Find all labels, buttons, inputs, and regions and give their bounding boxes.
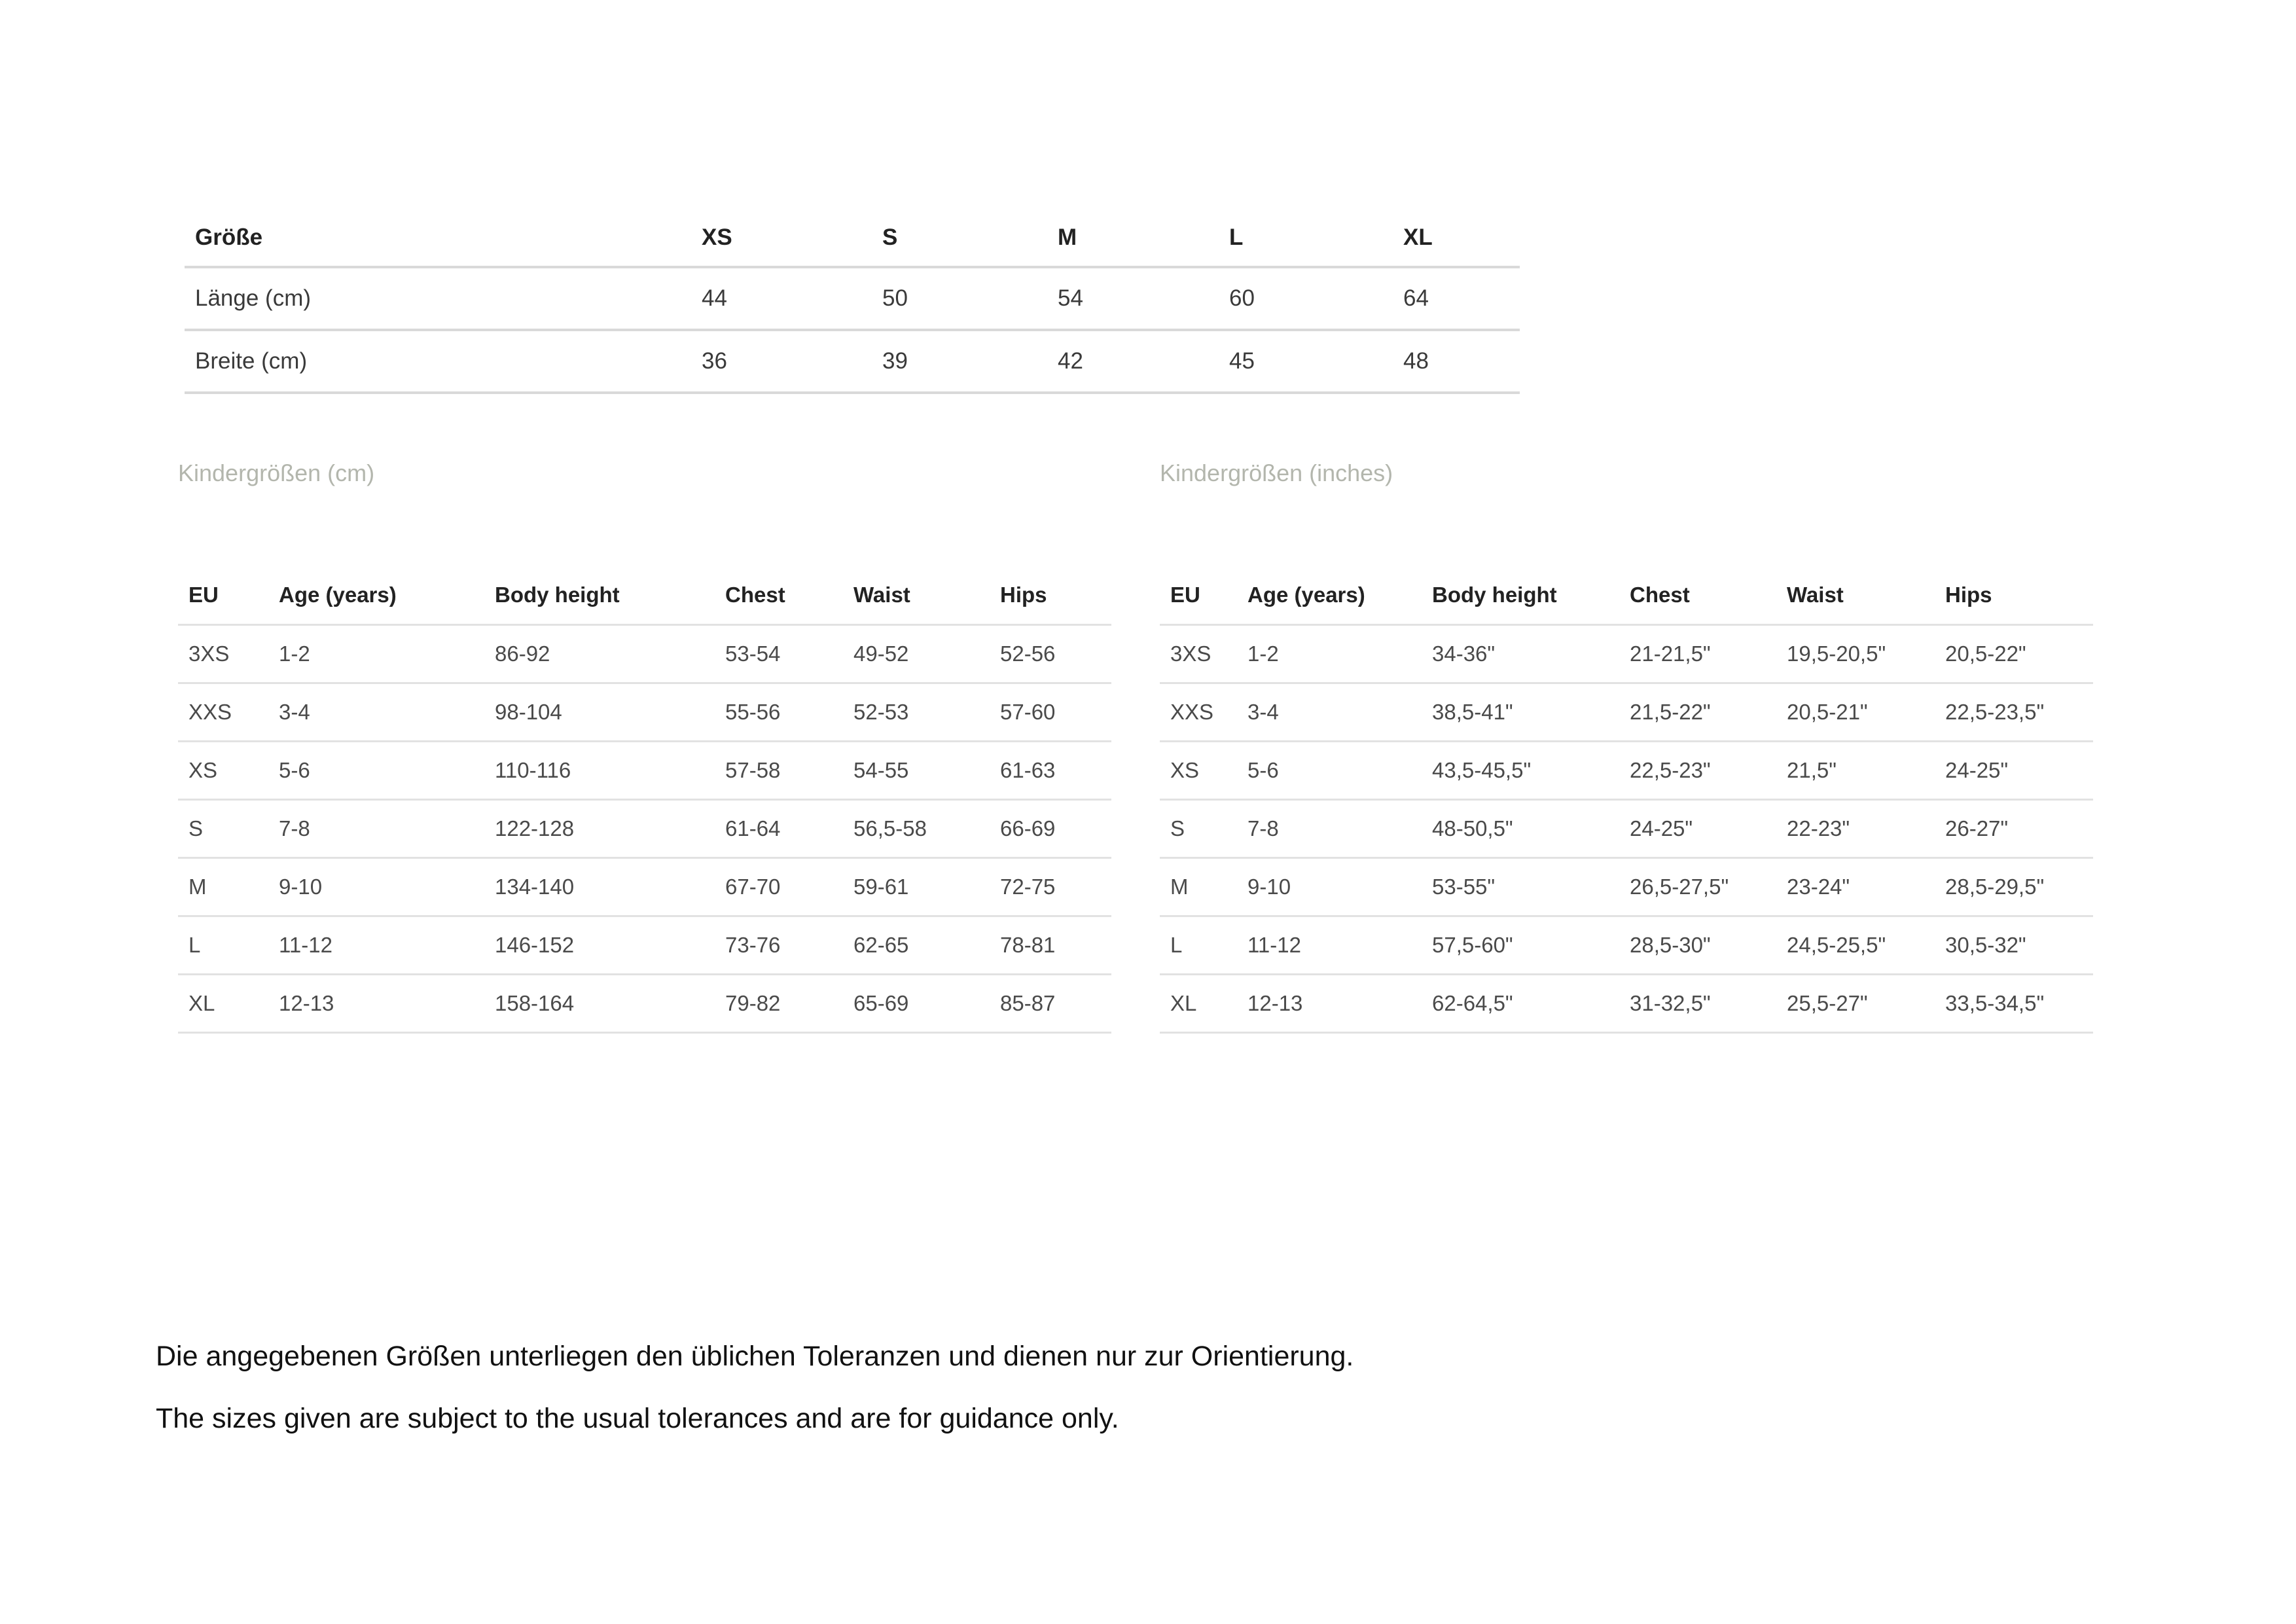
table-cell: 49-52 <box>853 641 909 666</box>
table-cell: 98-104 <box>495 699 562 724</box>
table-cell: 28,5-30" <box>1630 932 1711 957</box>
table-cell: 5-6 <box>1247 757 1279 782</box>
table-cell: 44 <box>702 285 727 311</box>
table-cell: 42 <box>1058 348 1083 374</box>
table-cell: XXS <box>188 699 232 724</box>
table-cell: 20,5-22" <box>1945 641 2026 666</box>
table-cell: 55-56 <box>725 699 781 724</box>
table-cell: 110-116 <box>495 757 571 782</box>
table-cell: 65-69 <box>853 990 909 1015</box>
column-header: Age (years) <box>279 583 397 607</box>
table-cell: 72-75 <box>1000 874 1056 899</box>
table-cell: 12-13 <box>1247 990 1303 1015</box>
table-cell: XL <box>1170 990 1197 1015</box>
tolerance-note-english: The sizes given are subject to the usual tolerances and are for guidance only. <box>156 1403 1119 1434</box>
table-cell: 5-6 <box>279 757 310 782</box>
table-cell: S <box>1170 816 1185 840</box>
table-cell: 52-56 <box>1000 641 1056 666</box>
table-row <box>178 624 1111 683</box>
table-cell: 62-64,5" <box>1432 990 1513 1015</box>
table-cell: 134-140 <box>495 874 575 899</box>
table-cell: L <box>188 932 201 957</box>
table-cell: 7-8 <box>1247 816 1279 840</box>
table-cell: M <box>188 874 207 899</box>
table-row <box>1160 624 2093 683</box>
table-row <box>178 857 1111 916</box>
table-cell: 36 <box>702 348 727 374</box>
table-cell: 3-4 <box>1247 699 1279 724</box>
column-header: EU <box>1170 583 1200 607</box>
table-cell: 53-54 <box>725 641 781 666</box>
table-row <box>1160 799 2093 857</box>
table-cell: 78-81 <box>1000 932 1056 957</box>
table-cell: XXS <box>1170 699 1214 724</box>
column-header: Age (years) <box>1247 583 1365 607</box>
column-header: Waist <box>1787 583 1844 607</box>
table-cell: 48-50,5" <box>1432 816 1513 840</box>
table-cell: 26,5-27,5" <box>1630 874 1729 899</box>
table-cell: 3XS <box>1170 641 1211 666</box>
column-header: Body height <box>495 583 620 607</box>
table-cell: 11-12 <box>279 932 332 957</box>
table-cell: 38,5-41" <box>1432 699 1513 724</box>
table-cell: 21,5" <box>1787 757 1837 782</box>
table-cell: 53-55" <box>1432 874 1496 899</box>
table-cell: 56,5-58 <box>853 816 927 840</box>
table-row <box>1160 916 2093 974</box>
table-row <box>178 916 1111 974</box>
table-row <box>1160 857 2093 916</box>
kids-inches-title: Kindergrößen (inches) <box>1160 460 1393 486</box>
table-cell: 12-13 <box>279 990 334 1015</box>
column-header: S <box>882 225 898 250</box>
column-header: XS <box>702 225 732 250</box>
table-row <box>185 330 1520 393</box>
kids-inches-table <box>1160 567 2093 1034</box>
table-cell: 122-128 <box>495 816 575 840</box>
table-cell: 7-8 <box>279 816 310 840</box>
column-header: Größe <box>195 225 263 250</box>
column-header: XL <box>1403 225 1433 250</box>
table-cell: L <box>1170 932 1183 957</box>
table-cell: M <box>1170 874 1189 899</box>
table-cell: 20,5-21" <box>1787 699 1868 724</box>
column-header: Hips <box>1000 583 1047 607</box>
table-cell: 1-2 <box>1247 641 1279 666</box>
table-cell: 73-76 <box>725 932 781 957</box>
table-cell: 62-65 <box>853 932 909 957</box>
table-cell: 1-2 <box>279 641 310 666</box>
table-cell: 28,5-29,5" <box>1945 874 2045 899</box>
table-cell: 54 <box>1058 285 1083 311</box>
table-cell: 61-64 <box>725 816 781 840</box>
table-cell: 25,5-27" <box>1787 990 1868 1015</box>
table-cell: 11-12 <box>1247 932 1301 957</box>
table-cell: 85-87 <box>1000 990 1056 1015</box>
column-header: Waist <box>853 583 910 607</box>
table-cell: 24,5-25,5" <box>1787 932 1886 957</box>
table-cell: 3-4 <box>279 699 310 724</box>
table-cell: 43,5-45,5" <box>1432 757 1532 782</box>
column-header: Hips <box>1945 583 1992 607</box>
table-cell: 33,5-34,5" <box>1945 990 2045 1015</box>
column-header: Body height <box>1432 583 1557 607</box>
table-cell: 22-23" <box>1787 816 1850 840</box>
table-cell: S <box>188 816 204 840</box>
table-cell: 23-24" <box>1787 874 1850 899</box>
table-cell: Länge (cm) <box>195 285 312 311</box>
table-header-row <box>185 209 1520 267</box>
table-header-row <box>1160 567 2093 624</box>
table-cell: 50 <box>882 285 908 311</box>
table-row <box>1160 741 2093 799</box>
table-cell: 24-25" <box>1630 816 1693 840</box>
table-cell: 45 <box>1229 348 1255 374</box>
table-row <box>185 267 1520 330</box>
table-cell: 3XS <box>188 641 230 666</box>
table-cell: XS <box>1170 757 1200 782</box>
table-cell: 48 <box>1403 348 1429 374</box>
table-cell: 22,5-23,5" <box>1945 699 2045 724</box>
table-cell: 24-25" <box>1945 757 2009 782</box>
table-cell: 158-164 <box>495 990 575 1015</box>
table-row <box>178 741 1111 799</box>
table-row <box>1160 683 2093 741</box>
table-cell: 57-58 <box>725 757 781 782</box>
table-row <box>1160 974 2093 1032</box>
column-header: Chest <box>725 583 785 607</box>
table-cell: 57,5-60" <box>1432 932 1513 957</box>
table-row <box>178 683 1111 741</box>
table-cell: 9-10 <box>279 874 323 899</box>
table-cell: 54-55 <box>853 757 909 782</box>
column-header: L <box>1229 225 1244 250</box>
table-cell: 79-82 <box>725 990 781 1015</box>
table-cell: 21-21,5" <box>1630 641 1711 666</box>
table-cell: 59-61 <box>853 874 909 899</box>
table-cell: 34-36" <box>1432 641 1496 666</box>
table-cell: 60 <box>1229 285 1255 311</box>
table-cell: 22,5-23" <box>1630 757 1711 782</box>
kids-cm-title: Kindergrößen (cm) <box>178 460 375 486</box>
table-cell: 146-152 <box>495 932 575 957</box>
column-header: Chest <box>1630 583 1690 607</box>
table-cell: 86-92 <box>495 641 550 666</box>
table-header-row <box>178 567 1111 624</box>
table-cell: 30,5-32" <box>1945 932 2026 957</box>
kids-cm-table <box>178 567 1111 1034</box>
table-cell: 66-69 <box>1000 816 1056 840</box>
table-cell: 21,5-22" <box>1630 699 1711 724</box>
table-cell: 9-10 <box>1247 874 1291 899</box>
table-cell: 64 <box>1403 285 1429 311</box>
table-cell: 57-60 <box>1000 699 1056 724</box>
adult-size-table <box>185 209 1520 394</box>
table-row <box>178 974 1111 1032</box>
table-row <box>178 799 1111 857</box>
tolerance-note-german: Die angegebenen Größen unterliegen den üblichen Toleranzen und dienen nur zur Orientierung. <box>156 1341 1354 1372</box>
column-header: M <box>1058 225 1077 250</box>
table-cell: XL <box>188 990 215 1015</box>
table-cell: Breite (cm) <box>195 348 308 374</box>
table-cell: XS <box>188 757 218 782</box>
table-cell: 19,5-20,5" <box>1787 641 1886 666</box>
table-cell: 39 <box>882 348 908 374</box>
column-header: EU <box>188 583 219 607</box>
table-cell: 52-53 <box>853 699 909 724</box>
table-cell: 31-32,5" <box>1630 990 1711 1015</box>
table-cell: 26-27" <box>1945 816 2009 840</box>
table-cell: 67-70 <box>725 874 781 899</box>
table-cell: 61-63 <box>1000 757 1056 782</box>
